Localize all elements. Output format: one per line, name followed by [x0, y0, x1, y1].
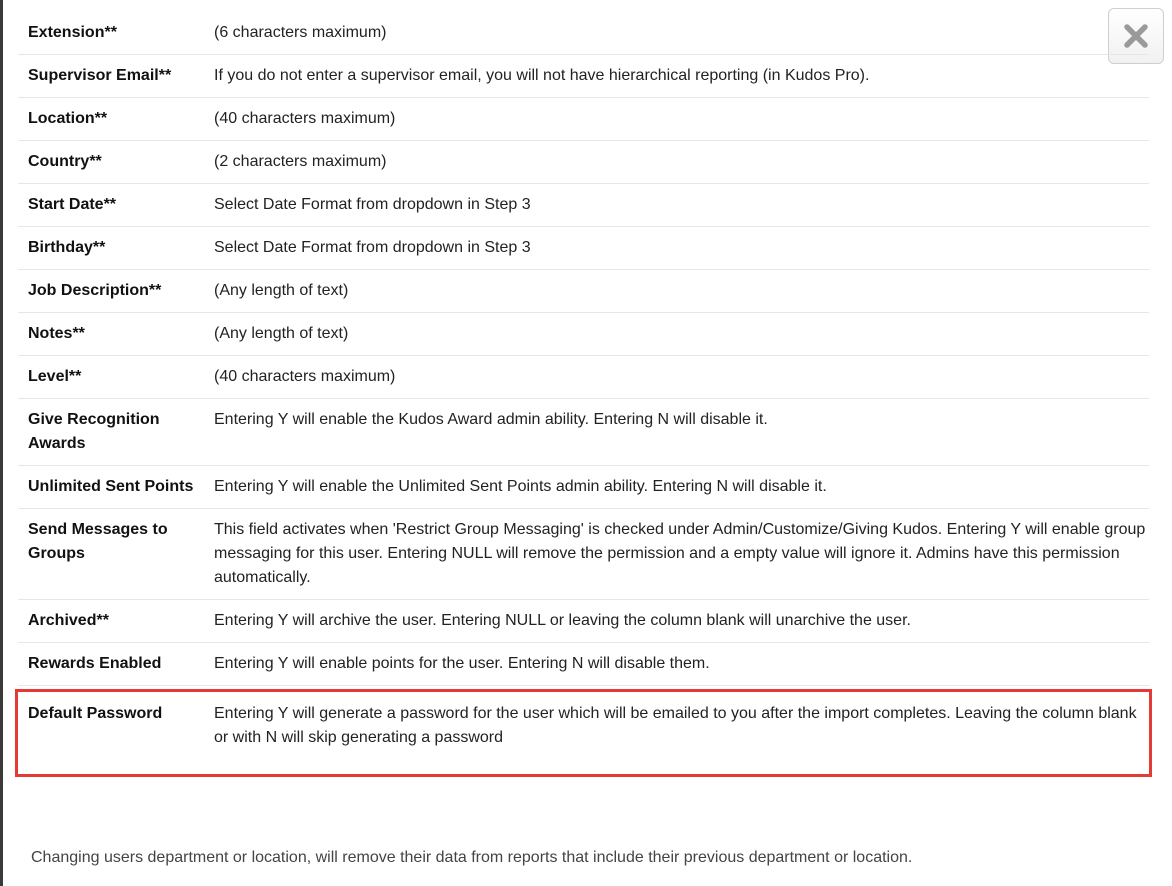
table-row-country [18, 141, 1149, 184]
table-row-supervisor-email [18, 55, 1149, 98]
field-description: (Any length of text) [214, 282, 349, 299]
field-name: Country** [28, 153, 102, 170]
footer-note: Changing users department or location, will remove their data from reports that include their previous department or location. [31, 849, 913, 866]
field-description: Entering Y will enable the Kudos Award admin ability. Entering N will disable it. [214, 411, 768, 428]
table-row-send-messages-to-groups [18, 509, 1149, 600]
field-description: Entering Y will generate a password for the user which will be emailed to you after the import completes. Leaving the column blank or with N will skip generating a password [214, 705, 1137, 746]
field-name: Send Messages to Groups [28, 521, 168, 562]
table-row-level [18, 356, 1149, 399]
field-description: (6 characters maximum) [214, 24, 387, 41]
field-description: Entering Y will archive the user. Entering NULL or leaving the column blank will unarchive the user. [214, 612, 911, 629]
field-name: Notes** [28, 325, 85, 342]
field-description: (2 characters maximum) [214, 153, 387, 170]
table-row-extension [18, 12, 1149, 55]
table-row-location [18, 98, 1149, 141]
table-row-job-description [18, 270, 1149, 313]
field-name: Location** [28, 110, 108, 127]
table-row-default-password [18, 692, 1149, 774]
table-row-notes [18, 313, 1149, 356]
field-description: This field activates when 'Restrict Group Messaging' is checked under Admin/Customize/Giving Kudos. Entering Y will enable group messaging for this user. Entering NULL will remove the permission and a empty value will ignore it. Admins have this permission automatically. [214, 521, 1146, 586]
table-row-unlimited-sent-points [18, 466, 1149, 509]
field-name: Archived** [28, 612, 109, 629]
field-name: Job Description** [28, 282, 162, 299]
field-name: Give Recognition Awards [28, 411, 160, 452]
field-description: Entering Y will enable points for the user. Entering N will disable them. [214, 655, 710, 672]
field-name: Unlimited Sent Points [28, 478, 194, 495]
table-row-rewards-enabled [18, 643, 1149, 686]
import-fields-modal [3, 0, 1172, 886]
field-description: (Any length of text) [214, 325, 349, 342]
table-row-give-recognition-awards [18, 399, 1149, 466]
field-description: Select Date Format from dropdown in Step 3 [214, 196, 531, 213]
field-name: Extension** [28, 24, 117, 41]
field-description: (40 characters maximum) [214, 110, 396, 127]
field-name: Start Date** [28, 196, 117, 213]
field-description: Select Date Format from dropdown in Step 3 [214, 239, 531, 256]
field-descriptions-table [18, 12, 1149, 774]
table-row-start-date [18, 184, 1149, 227]
table-row-archived [18, 600, 1149, 643]
field-description: Entering Y will enable the Unlimited Sent Points admin ability. Entering N will disable it. [214, 478, 827, 495]
field-name: Supervisor Email** [28, 67, 172, 84]
field-name: Birthday** [28, 239, 106, 256]
field-description: If you do not enter a supervisor email, you will not have hierarchical reporting (in Kudos Pro). [214, 67, 870, 84]
field-name: Rewards Enabled [28, 655, 162, 672]
table-row-birthday [18, 227, 1149, 270]
field-description: (40 characters maximum) [214, 368, 396, 385]
field-name: Level** [28, 368, 82, 385]
field-name: Default Password [28, 705, 163, 722]
